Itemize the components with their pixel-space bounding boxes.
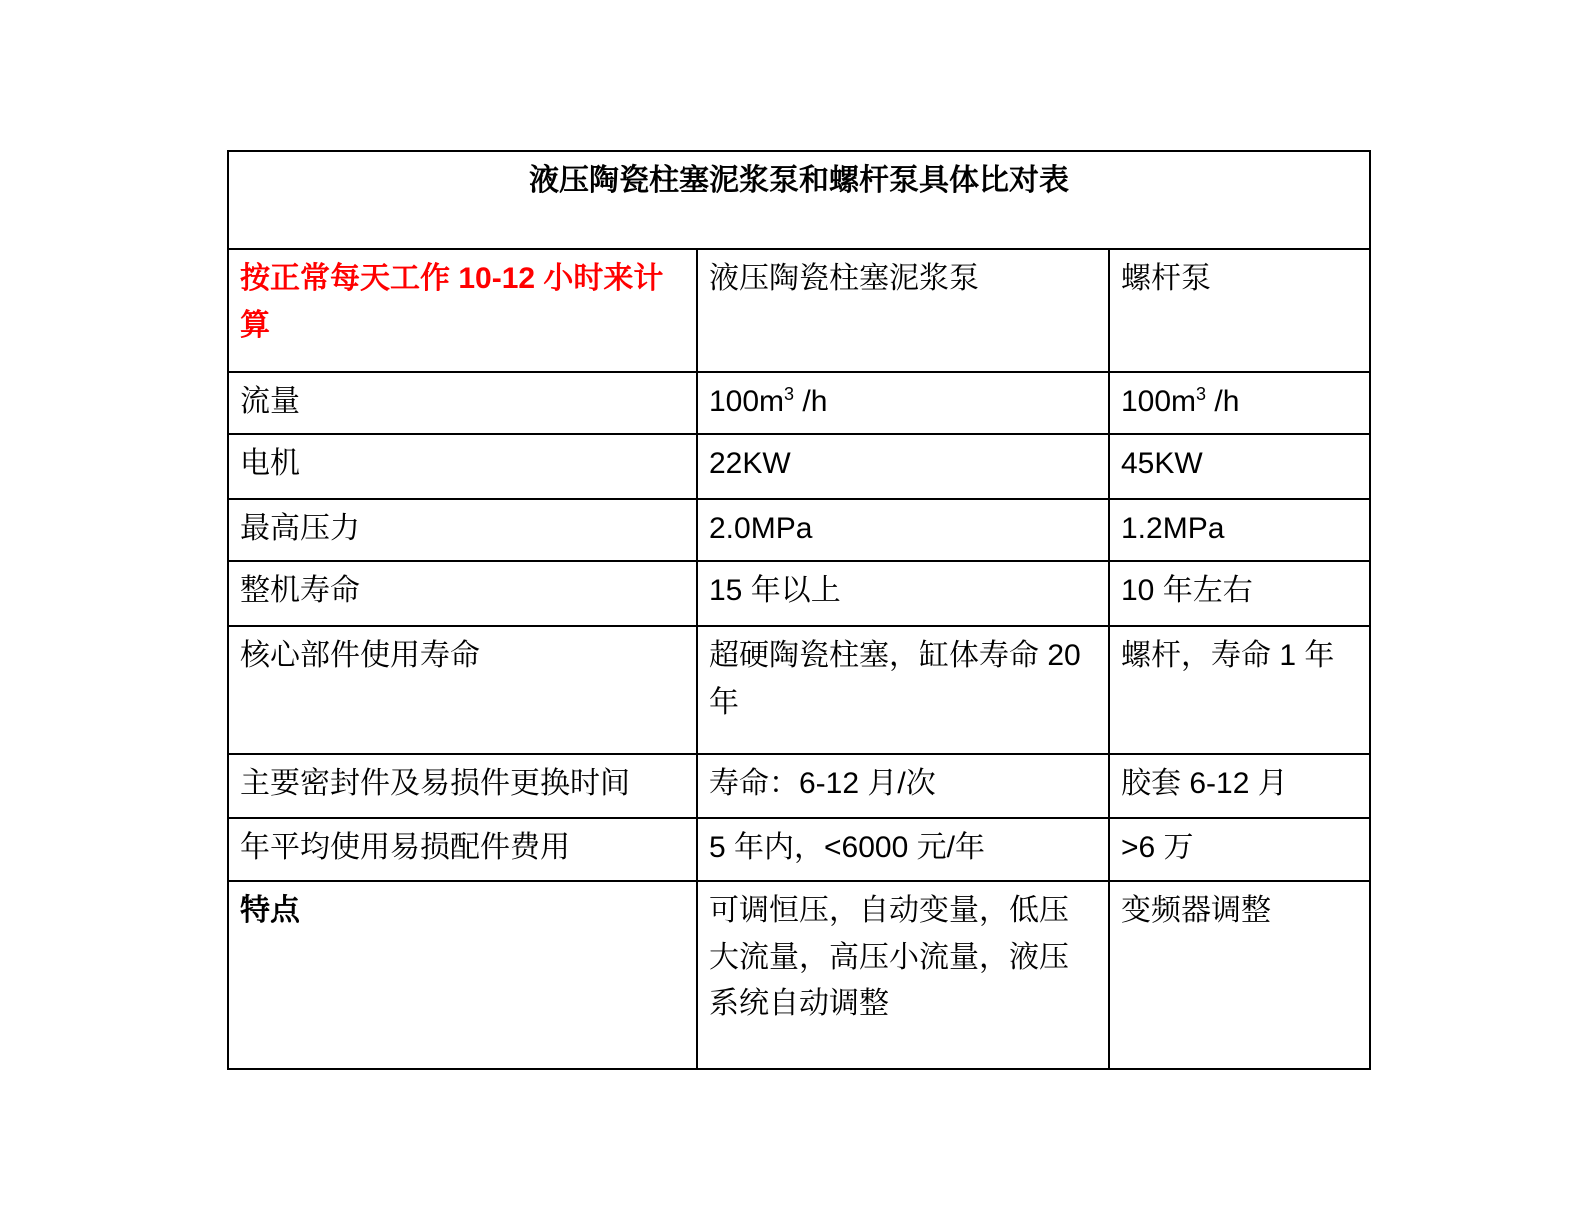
row-flow <box>228 372 1370 434</box>
flow-b-superscript: 3 <box>1196 384 1207 404</box>
flow-a-unit: /h <box>794 385 828 418</box>
row-machine-life <box>228 561 1370 626</box>
row-seal-replacement <box>228 754 1370 818</box>
row-features-value-b: 变频器调整 <box>1109 881 1370 1069</box>
row-features-label: 特点 <box>228 881 697 1069</box>
header-pump-b: 螺杆泵 <box>1109 249 1370 372</box>
row-machine-life-value-b: 10 年左右 <box>1109 561 1370 626</box>
row-seal-replacement-value-a: 寿命：6-12 月/次 <box>697 754 1109 818</box>
row-machine-life-label: 整机寿命 <box>228 561 697 626</box>
flow-a-superscript: 3 <box>784 384 795 404</box>
row-flow-value-a <box>697 372 1109 434</box>
row-core-parts-life-label: 核心部件使用寿命 <box>228 626 697 754</box>
row-motor-value-b: 45KW <box>1109 434 1370 499</box>
flow-b-unit: /h <box>1206 385 1240 418</box>
header-row <box>228 249 1370 372</box>
header-criteria: 按正常每天工作 10-12 小时来计算 <box>228 249 697 372</box>
title-row <box>228 151 1370 249</box>
row-max-pressure-value-a: 2.0MPa <box>697 499 1109 561</box>
row-motor-label: 电机 <box>228 434 697 499</box>
row-flow-value-b <box>1109 372 1370 434</box>
row-motor-value-a: 22KW <box>697 434 1109 499</box>
row-annual-parts-cost-value-a: 5 年内，<6000 元/年 <box>697 818 1109 881</box>
row-core-parts-life-value-b: 螺杆，寿命 1 年 <box>1109 626 1370 754</box>
table-title: 液压陶瓷柱塞泥浆泵和螺杆泵具体比对表 <box>228 151 1370 249</box>
row-features-value-a: 可调恒压，自动变量，低压大流量，高压小流量，液压系统自动调整 <box>697 881 1109 1069</box>
row-seal-replacement-label: 主要密封件及易损件更换时间 <box>228 754 697 818</box>
row-annual-parts-cost-value-b: >6 万 <box>1109 818 1370 881</box>
pump-comparison-table <box>227 150 1371 1070</box>
row-annual-parts-cost <box>228 818 1370 881</box>
row-machine-life-value-a: 15 年以上 <box>697 561 1109 626</box>
row-features <box>228 881 1370 1069</box>
row-core-parts-life-value-a: 超硬陶瓷柱塞，缸体寿命 20 年 <box>697 626 1109 754</box>
row-seal-replacement-value-b: 胶套 6-12 月 <box>1109 754 1370 818</box>
header-pump-a: 液压陶瓷柱塞泥浆泵 <box>697 249 1109 372</box>
flow-a-base: 100m <box>709 385 785 418</box>
flow-b-base: 100m <box>1121 385 1197 418</box>
row-max-pressure <box>228 499 1370 561</box>
row-max-pressure-label: 最高压力 <box>228 499 697 561</box>
row-max-pressure-value-b: 1.2MPa <box>1109 499 1370 561</box>
row-motor <box>228 434 1370 499</box>
row-annual-parts-cost-label: 年平均使用易损配件费用 <box>228 818 697 881</box>
row-core-parts-life <box>228 626 1370 754</box>
row-flow-label: 流量 <box>228 372 697 434</box>
